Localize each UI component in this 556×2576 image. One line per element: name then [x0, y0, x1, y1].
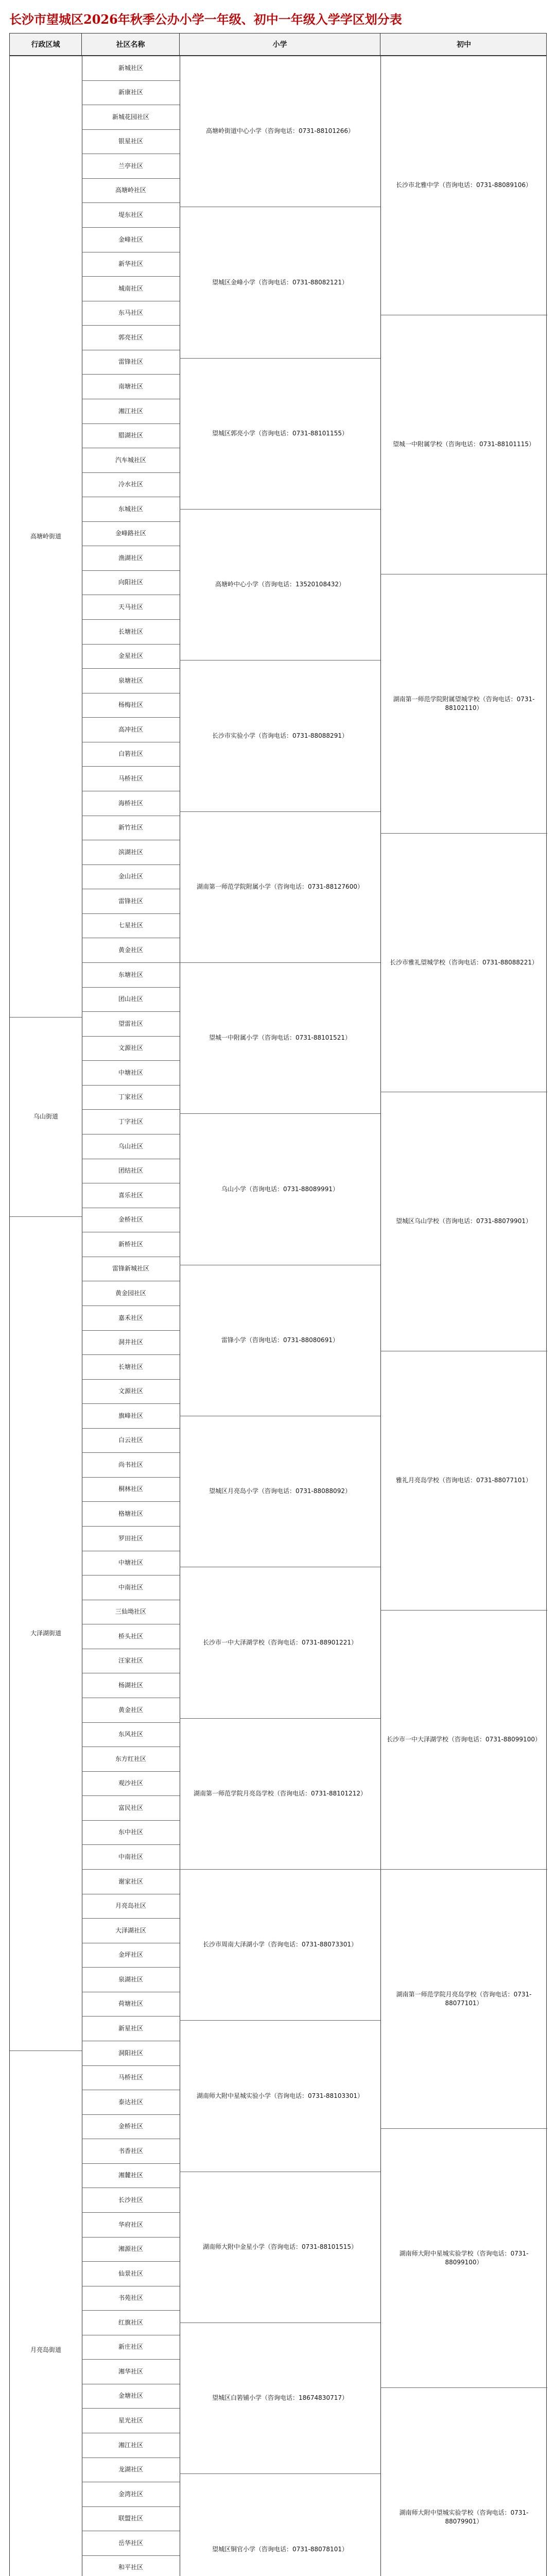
middle-school-cell: 长沙市北雅中学（咨询电话：0731-88089106）: [380, 56, 547, 315]
community-cell: 南塘社区: [82, 375, 180, 399]
community-cell: 向阳社区: [82, 571, 180, 595]
community-cell: 三仙坳社区: [82, 1600, 180, 1624]
community-cell: 兰亭社区: [82, 154, 180, 179]
community-cell: 东塘社区: [82, 963, 180, 988]
primary-school-cell: 望城区白箬铺小学（咨询电话：18674830717）: [180, 2323, 380, 2474]
community-cell: 荷塘社区: [82, 1992, 180, 2016]
community-cell: 仙景社区: [82, 2262, 180, 2286]
community-cell: 观沙社区: [82, 1772, 180, 1796]
community-cell: 红旗社区: [82, 2311, 180, 2335]
community-cell: 泉塘社区: [82, 669, 180, 693]
community-cell: 金坪社区: [82, 1943, 180, 1968]
community-cell: 新城社区: [82, 56, 180, 81]
header-community: 社区名称: [82, 33, 180, 55]
community-cell: 书苑社区: [82, 2286, 180, 2311]
community-cell: 丁家社区: [82, 1086, 180, 1110]
community-cell: 新庄社区: [82, 2335, 180, 2360]
community-cell: 泉湖社区: [82, 1968, 180, 1992]
community-cell: 中塘社区: [82, 1061, 180, 1086]
community-cell: 联盟社区: [82, 2507, 180, 2531]
community-cell: 文源社区: [82, 1380, 180, 1404]
community-cell: 新竹社区: [82, 816, 180, 840]
district-cell: 高塘岭街道: [10, 56, 82, 1018]
community-cell: 东马社区: [82, 301, 180, 326]
community-cell: 高冲社区: [82, 718, 180, 742]
community-cell: 中南社区: [82, 1575, 180, 1600]
community-cell: 汪家社区: [82, 1649, 180, 1673]
community-cell: 新桥社区: [82, 1232, 180, 1257]
community-column: [82, 56, 180, 2576]
district-cell: 月亮岛街道: [10, 2051, 82, 2576]
table-header: [9, 33, 547, 56]
primary-school-cell: 高塘岭街道中心小学（咨询电话：0731-88101266）: [180, 56, 380, 207]
primary-school-column: [180, 56, 381, 2576]
primary-school-cell: 望城区铜官小学（咨询电话：0731-88078101）: [180, 2474, 380, 2576]
community-cell: 长塘社区: [82, 1355, 180, 1380]
middle-school-cell: 雅礼月亮岛学校（咨询电话：0731-88077101）: [380, 1351, 547, 1611]
community-cell: 旗峰社区: [82, 1404, 180, 1429]
primary-school-cell: 湖南第一师范学院附属小学（咨询电话：0731-88127600）: [180, 812, 380, 963]
community-cell: 金星社区: [82, 645, 180, 669]
community-cell: 新华社区: [82, 252, 180, 277]
community-cell: 东城社区: [82, 497, 180, 522]
community-cell: 高塘岭社区: [82, 179, 180, 203]
community-cell: 腊湖社区: [82, 424, 180, 448]
primary-school-cell: 望城区金峰小学（咨询电话：0731-88082121）: [180, 207, 380, 359]
community-cell: 望雷社区: [82, 1012, 180, 1037]
community-cell: 嘉禾社区: [82, 1306, 180, 1331]
community-cell: 新星社区: [82, 2016, 180, 2041]
community-cell: 长沙社区: [82, 2188, 180, 2213]
community-cell: 白箬社区: [82, 742, 180, 767]
community-cell: 湘源社区: [82, 2238, 180, 2262]
community-cell: 白云社区: [82, 1429, 180, 1453]
community-cell: 冷水社区: [82, 473, 180, 497]
primary-school-cell: 长沙市一中大泽湖学校（咨询电话：0731-88901221）: [180, 1567, 380, 1719]
header-primary: 小学: [180, 33, 380, 55]
community-cell: 谢家社区: [82, 1870, 180, 1894]
community-cell: 雷锋新城社区: [82, 1257, 180, 1281]
community-cell: 金峰路社区: [82, 522, 180, 546]
community-cell: 金峰社区: [82, 228, 180, 252]
community-cell: 湘江社区: [82, 399, 180, 424]
primary-school-cell: 湖南师大附中金星小学（咨询电话：0731-88101515）: [180, 2172, 380, 2323]
community-cell: 月亮岛社区: [82, 1894, 180, 1919]
community-cell: 龙湖社区: [82, 2458, 180, 2482]
community-cell: 堤东社区: [82, 203, 180, 228]
primary-school-cell: 望城一中附属小学（咨询电话：0731-88101521）: [180, 963, 380, 1114]
community-cell: 湘华社区: [82, 2360, 180, 2384]
middle-school-cell: 望城一中附属学校（咨询电话：0731-88101115）: [380, 315, 547, 574]
community-cell: 岳华社区: [82, 2531, 180, 2556]
community-cell: 星光社区: [82, 2409, 180, 2433]
community-cell: 乌山社区: [82, 1134, 180, 1159]
community-cell: 大泽湖社区: [82, 1919, 180, 1943]
primary-school-cell: 乌山小学（咨询电话：0731-88089991）: [180, 1114, 380, 1265]
community-cell: 金塘社区: [82, 2384, 180, 2409]
district-cell: 乌山街道: [10, 1018, 82, 1217]
middle-school-cell: 湖南第一师范学院附属望城学校（咨询电话：0731-88102110）: [380, 574, 547, 834]
community-cell: 新城花园社区: [82, 105, 180, 130]
middle-school-cell: 湖南师大附中星城实验学校（咨询电话：0731-88099100）: [380, 2129, 547, 2388]
community-cell: 洞阳社区: [82, 2041, 180, 2066]
community-cell: 湘江社区: [82, 2433, 180, 2458]
community-cell: 马桥社区: [82, 2066, 180, 2090]
middle-school-cell: 湖南第一师范学院月亮岛学校（咨询电话：0731-88077101）: [380, 1870, 547, 2129]
primary-school-cell: 望城区郭亮小学（咨询电话：0731-88101155）: [180, 359, 380, 510]
community-cell: 文源社区: [82, 1037, 180, 1061]
community-cell: 杨梅社区: [82, 693, 180, 718]
community-cell: 罗田社区: [82, 1527, 180, 1551]
community-cell: 东中社区: [82, 1821, 180, 1845]
community-cell: 泰达社区: [82, 2090, 180, 2115]
middle-school-cell: 湖南师大附中望城实验学校（咨询电话：0731-88079901）: [380, 2388, 547, 2576]
community-cell: 和平社区: [82, 2556, 180, 2576]
primary-school-cell: 望城区月亮岛小学（咨询电话：0731-88088092）: [180, 1416, 380, 1567]
community-cell: 中塘社区: [82, 1551, 180, 1575]
page-title: 长沙市望城区2026年秋季公办小学一年级、初中一年级入学学区划分表: [9, 12, 402, 27]
community-cell: 华府社区: [82, 2213, 180, 2238]
community-cell: 金桥社区: [82, 2115, 180, 2139]
middle-school-cell: 长沙市雅礼望城学校（咨询电话：0731-88088221）: [380, 834, 547, 1092]
community-cell: 城南社区: [82, 277, 180, 301]
primary-school-cell: 湖南第一师范学院月亮岛学校（咨询电话：0731-88101212）: [180, 1719, 380, 1870]
community-cell: 马桥社区: [82, 767, 180, 791]
header-district: 行政区域: [10, 33, 82, 55]
community-cell: 郭亮社区: [82, 326, 180, 350]
middle-school-cell: 望城区乌山学校（咨询电话：0731-88079901）: [380, 1092, 547, 1351]
community-cell: 黄金社区: [82, 1698, 180, 1723]
community-cell: 喜乐社区: [82, 1183, 180, 1208]
primary-school-cell: 长沙市周南大泽湖小学（咨询电话：0731-88073301）: [180, 1870, 380, 2021]
community-cell: 桥头社区: [82, 1624, 180, 1649]
middle-school-cell: 长沙市一中大泽湖学校（咨询电话：0731-88099100）: [380, 1611, 547, 1870]
district-column: [10, 56, 82, 2576]
community-cell: 汽车城社区: [82, 448, 180, 473]
community-cell: 黄金社区: [82, 938, 180, 963]
community-cell: 团结社区: [82, 1159, 180, 1183]
primary-school-cell: 高塘岭中心小学（咨询电话：13520108432）: [180, 510, 380, 660]
primary-school-cell: 雷锋小学（咨询电话：0731-88080691）: [180, 1265, 380, 1416]
community-cell: 东风社区: [82, 1723, 180, 1747]
community-cell: 中南社区: [82, 1845, 180, 1870]
community-cell: 富民社区: [82, 1796, 180, 1821]
community-cell: 黄金园社区: [82, 1281, 180, 1306]
community-cell: 格塘社区: [82, 1502, 180, 1527]
community-cell: 金桥社区: [82, 1208, 180, 1232]
community-cell: 七星社区: [82, 914, 180, 938]
primary-school-cell: 湖南师大附中星城实验小学（咨询电话：0731-88103301）: [180, 2021, 380, 2172]
school-district-table: [9, 56, 547, 2576]
community-cell: 金山社区: [82, 865, 180, 889]
middle-school-column: [380, 56, 547, 2576]
header-middle: 初中: [457, 41, 471, 49]
community-cell: 洞井社区: [82, 1331, 180, 1355]
community-cell: 滨湖社区: [82, 840, 180, 865]
community-cell: 海桥社区: [82, 791, 180, 816]
community-cell: 天马社区: [82, 595, 180, 620]
community-cell: 东方红社区: [82, 1747, 180, 1772]
community-cell: 金湾社区: [82, 2482, 180, 2507]
community-cell: 丁字社区: [82, 1110, 180, 1134]
district-cell: 大泽湖街道: [10, 1217, 82, 2051]
community-cell: 银星社区: [82, 130, 180, 154]
community-cell: 长塘社区: [82, 620, 180, 645]
community-cell: 杨湖社区: [82, 1673, 180, 1698]
community-cell: 湘麓社区: [82, 2164, 180, 2188]
community-cell: 雷锋社区: [82, 350, 180, 375]
community-cell: 渔湖社区: [82, 546, 180, 571]
community-cell: 团山社区: [82, 988, 180, 1012]
community-cell: 桐林社区: [82, 1478, 180, 1502]
primary-school-cell: 长沙市实验小学（咨询电话：0731-88088291）: [180, 660, 380, 812]
community-cell: 雷锋社区: [82, 889, 180, 914]
community-cell: 新康社区: [82, 81, 180, 105]
community-cell: 尚书社区: [82, 1453, 180, 1478]
community-cell: 书香社区: [82, 2139, 180, 2164]
